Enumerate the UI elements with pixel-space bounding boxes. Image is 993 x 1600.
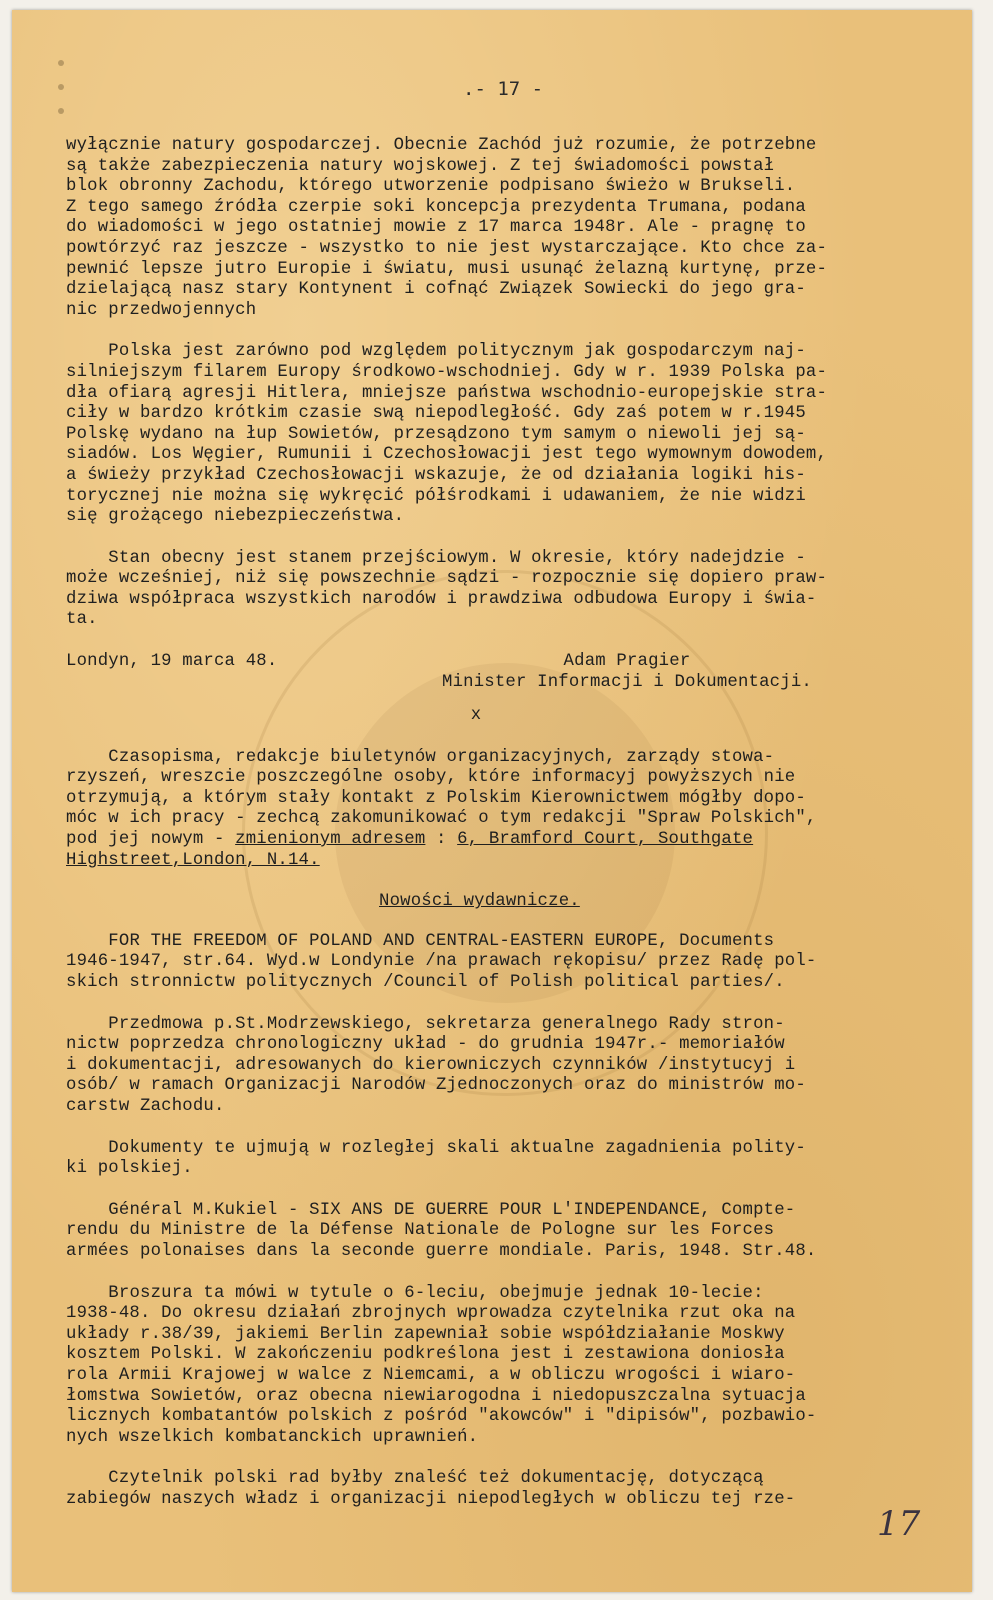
punch-hole-mark	[58, 108, 64, 114]
punch-hole-mark	[58, 84, 64, 90]
paragraph: Przedmowa p.St.Modrzewskiego, sekretarza generalnego Rady stron- nictw poprzedza chronologiczny układ - do grudnia 1947r.- memoriałów i dokumentacji, adresowanych do kierowniczych czynników /instytucyj i osób/ w ramach Organizacji Narodów Zjednoczonych oraz do ministrów mo- carstw Zachodu.	[66, 1014, 806, 1116]
punch-hole-mark	[58, 60, 64, 66]
colon: :	[425, 830, 458, 850]
address-line-2: Highstreet,London, N.14.	[66, 850, 320, 870]
paragraph: Stan obecny jest stanem przejściowym. W okresie, który nadejdzie - może wcześniej, niż się powszechnie sądzi - rozpocznie się dopiero praw- dziwa współpraca wszystkich narodów i prawdziwa odbudowa Europy i świa- ta.	[66, 548, 828, 630]
paragraph: Broszura ta mówi w tytule o 6-leciu, obejmuje jednak 10-lecie: 1938-48. Do okresu działań zbrojnych wprowadza czytelnika rzut oka na układy r.38/39, jakiemi Berlin zapewniał sobie współdziałanie Moskwy kosztem Polski. W zakończeniu podkreślona jest i zestawiona doniosła rola Armii Krajowej w walce z Niemcami, a w obliczu wrogości i wiaro- łomstwa Sowietów, oraz obecna niewiarogodna i niedopuszczalna sytuacja licznych kombatantów polskich z pośród "akowców" i "dipisów", pozbawio- nych wszelkich kombatanckich uprawnień.	[66, 1283, 817, 1447]
handwritten-page-number: 17	[877, 1504, 921, 1544]
paragraph: Général M.Kukiel - SIX ANS DE GUERRE POUR L'INDEPENDANCE, Compte- rendu du Ministre de la Défense Nationale de Pologne sur les Forces armées polonaises dans la seconde guerre mondiale. Paris, 1948. Str.48.	[66, 1200, 817, 1261]
page-number: .- 17 -	[463, 78, 544, 100]
address-line-1: 6, Bramford Court, Southgate	[457, 830, 754, 850]
paragraph: Dokumenty te ujmują w rozległej skali aktualne zagadnienia polity- ki polskiej.	[66, 1138, 806, 1179]
place-date: Londyn, 19 marca 48.	[66, 652, 278, 672]
paragraph: Czytelnik polski rad byłby znaleść też dokumentację, dotyczącą zabiegów naszych władz i organizacji niepodległych w obliczu tej rze-	[66, 1469, 796, 1509]
address-line-2-row	[66, 851, 926, 872]
paragraph-address-notice	[66, 748, 926, 851]
signature-block	[66, 652, 926, 693]
notice-text: Czasopisma, redakcje biuletynów organizacyjnych, zarządy stowa- rzyszeń, wreszcie poszczególne osoby, które informacyj powyższych nie otrzymują, a którym stały kontakt z Polskim Kierownictwem mógłby dopo- móc w ich pracy - zechcą zakomunikować o tym redakcji "Spraw Polskich", pod jej nowym -	[66, 747, 817, 850]
document-body	[66, 136, 926, 1531]
signer-title: Minister Informacji i Dokumentacji.	[442, 672, 812, 692]
paragraph: wyłącznie natury gospodarczej. Obecnie Zachód już rozumie, że potrzebne są także zabezpieczenia natury wojskowej. Z tej świadomości powstał blok obronny Zachodu, którego utworzenie podpisano świeżo w Brukseli. Z tego samego źródła czerpie soki koncepcja prezydenta Trumana, podana do wiadomości w jego ostatniej mowie z 17 marca 1948r. Ale - pragnę to powtórzyć raz jeszcze - wszystko to nie jest wystarczające. Kto chce za- pewnić lepsze jutro Europie i światu, musi usunąć żelazną kurtynę, prze- dzielającą nasz stary Kontynent i cofnąć Związek Sowiecki do jego gra- nic przedwojennych	[66, 136, 828, 320]
paragraph: Polska jest zarówno pod względem politycznym jak gospodarczym naj- silniejszym filarem Europy środkowo-wschodniej. Gdy w r. 1939 Polska pa- dła ofiarą agresji Hitlera, mniejsze państwa wschodnio-europejskie stra- ciły w bardzo krótkim czasie swą niepodległość. Gdy zaś potem w r.1945 Polskę wydano na łup Sowietów, przesądzono tym samym o niewoli jej są- siadów. Los Węgier, Rumunii i Czechosłowacji jest tego wymownym dowodem, a świeży przykład Czechosłowacji wskazuje, że od działania logiki his- torycznej nie można się wykręcić półśrodkami i udawaniem, że nie widzi się grożącego niebezpieczeństwa.	[66, 342, 828, 527]
section-title: Nowości wydawnicze.	[379, 892, 580, 912]
signer-name: Adam Pragier	[563, 652, 691, 672]
section-separator: x	[470, 706, 482, 726]
new-address-label: zmienionym adresem	[235, 830, 426, 850]
paragraph: FOR THE FREEDOM OF POLAND AND CENTRAL-EASTERN EUROPE, Documents 1946-1947, str.64. Wyd.w Londynie /na prawach rękopisu/ przez Radę pol- skich stronnictw politycznych /Council of Polish political parties/.	[66, 931, 817, 992]
